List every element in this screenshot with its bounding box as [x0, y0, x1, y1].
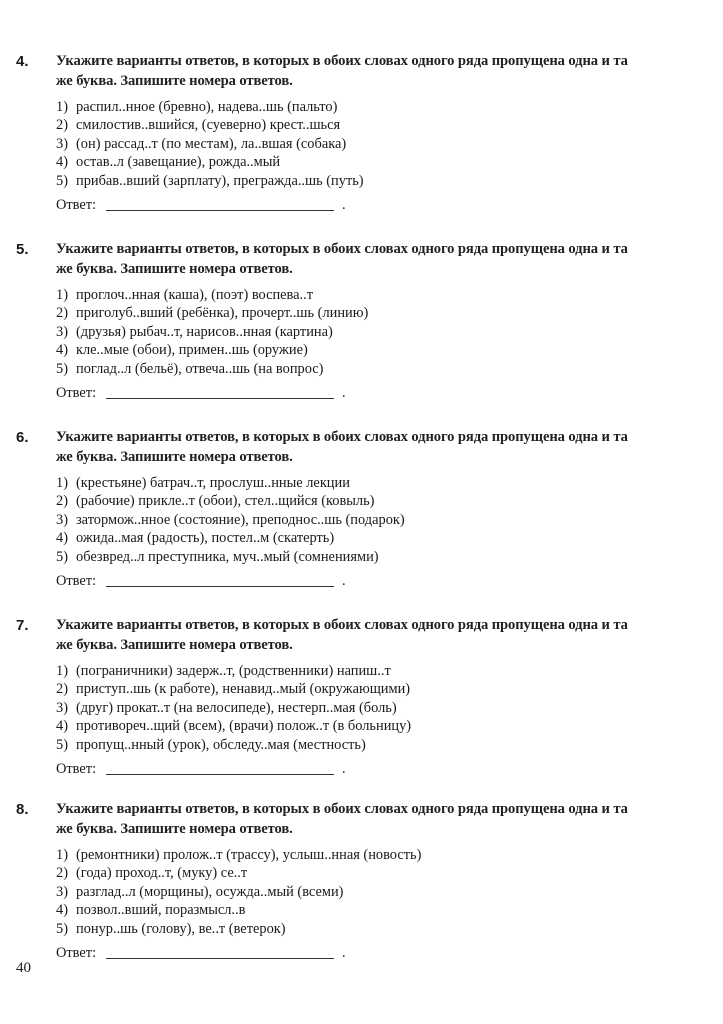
option-number: 4)	[56, 718, 68, 735]
option-text: кле..мые (обои), примен..шь (оружие)	[76, 342, 308, 359]
answer-input-line[interactable]	[106, 398, 334, 399]
option-number: 2)	[56, 117, 68, 134]
option-text: остав..л (завещание), рожда..мый	[76, 154, 281, 171]
prompt-line: же буква. Запишите номера ответов.	[56, 636, 293, 653]
answer-row	[56, 384, 346, 402]
option-text: ожида..мая (радость), постел..м (скатерть)	[76, 530, 335, 547]
answer-input-line[interactable]	[106, 210, 334, 211]
answer-end-dot: .	[342, 945, 346, 961]
prompt-line: же буква. Запишите номера ответов.	[56, 820, 293, 837]
question-4	[0, 52, 723, 232]
question-number: 7.	[16, 617, 29, 634]
option-item	[56, 135, 364, 153]
option-text: прибав..вший (зарплату), прегражда..шь (путь)	[76, 172, 364, 189]
option-text: (друзья) рыбач..т, нарисов..нная (картина)	[76, 323, 333, 340]
answer-end-dot: .	[342, 385, 346, 401]
answer-row	[56, 944, 346, 962]
option-text: позвол..вший, поразмысл..в	[76, 902, 246, 919]
question-prompt	[56, 616, 628, 655]
option-item	[56, 360, 368, 378]
option-number: 5)	[56, 360, 68, 377]
prompt-line: Укажите варианты ответов, в которых в обоих словах одного ряда пропущена одна и та	[56, 53, 628, 69]
option-item	[56, 662, 411, 680]
option-number: 4)	[56, 154, 68, 171]
option-number: 5)	[56, 172, 68, 189]
prompt-line: же буква. Запишите номера ответов.	[56, 72, 293, 89]
option-text: проглоч..нная (каша), (поэт) воспева..т	[76, 287, 314, 303]
option-item	[56, 883, 421, 901]
option-number: 5)	[56, 920, 68, 937]
option-text: (рабочие) прикле..т (обои), стел..щийся (ковыль)	[76, 493, 375, 510]
answer-end-dot: .	[342, 573, 346, 589]
option-number: 1)	[56, 99, 68, 115]
option-item	[56, 492, 405, 510]
answer-end-dot: .	[342, 761, 346, 777]
option-text: затормож..нное (состояние), преподнос..шь (подарок)	[76, 511, 405, 528]
option-item	[56, 901, 421, 919]
prompt-line: же буква. Запишите номера ответов.	[56, 260, 293, 277]
option-text: распил..нное (бревно), надева..шь (пальто)	[76, 99, 338, 115]
answer-input-line[interactable]	[106, 586, 334, 587]
option-text: (года) проход..т, (муку) се..т	[76, 865, 248, 882]
option-list	[56, 662, 411, 754]
answer-label: Ответ:	[56, 197, 97, 213]
answer-label: Ответ:	[56, 761, 97, 777]
option-number: 2)	[56, 493, 68, 510]
question-prompt	[56, 800, 628, 839]
answer-row	[56, 760, 346, 778]
option-item	[56, 846, 421, 864]
option-number: 1)	[56, 287, 68, 303]
option-item	[56, 341, 368, 359]
option-text: (пограничники) задерж..т, (родственники) напиш..т	[76, 663, 391, 679]
question-number: 5.	[16, 241, 29, 258]
option-item	[56, 736, 411, 754]
option-number: 4)	[56, 530, 68, 547]
option-text: (он) рассад..т (по местам), ла..вшая (собака)	[76, 135, 347, 152]
option-item	[56, 172, 364, 190]
option-text: (друг) прокат..т (на велосипеде), нестерп..мая (боль)	[76, 699, 397, 716]
prompt-line: Укажите варианты ответов, в которых в обоих словах одного ряда пропущена одна и та	[56, 429, 628, 445]
option-item	[56, 548, 405, 566]
option-item	[56, 529, 405, 547]
option-text: разглад..л (морщины), осужда..мый (всеми)	[76, 883, 344, 900]
option-number: 3)	[56, 883, 68, 900]
option-item	[56, 680, 411, 698]
option-item	[56, 864, 421, 882]
option-number: 5)	[56, 736, 68, 753]
option-text: смилостив..вшийся, (суеверно) крест..шься	[76, 117, 341, 134]
prompt-line: же буква. Запишите номера ответов.	[56, 448, 293, 465]
prompt-line: Укажите варианты ответов, в которых в обоих словах одного ряда пропущена одна и та	[56, 801, 628, 817]
option-number: 3)	[56, 135, 68, 152]
option-item	[56, 286, 368, 304]
option-list	[56, 286, 368, 378]
option-item	[56, 116, 364, 134]
option-number: 1)	[56, 663, 68, 679]
option-text: (ремонтники) пролож..т (трассу), услыш..нная (новость)	[76, 847, 422, 863]
option-item	[56, 323, 368, 341]
option-item	[56, 474, 405, 492]
option-text: противореч..щий (всем), (врачи) полож..т (в больницу)	[76, 718, 412, 735]
option-number: 2)	[56, 681, 68, 698]
option-number: 2)	[56, 865, 68, 882]
option-text: приступ..шь (к работе), ненавид..мый (окружающими)	[76, 681, 411, 698]
answer-input-line[interactable]	[106, 958, 334, 959]
option-item	[56, 920, 421, 938]
answer-input-line[interactable]	[106, 774, 334, 775]
answer-label: Ответ:	[56, 385, 97, 401]
question-prompt	[56, 240, 628, 279]
answer-label: Ответ:	[56, 573, 97, 589]
option-item	[56, 98, 364, 116]
option-number: 1)	[56, 847, 68, 863]
question-5	[0, 240, 723, 420]
option-number: 1)	[56, 475, 68, 491]
option-number: 3)	[56, 511, 68, 528]
answer-end-dot: .	[342, 197, 346, 213]
option-text: поглад..л (бельё), отвеча..шь (на вопрос)	[76, 360, 324, 377]
option-text: пропущ..нный (урок), обследу..мая (местность)	[76, 736, 366, 753]
answer-row	[56, 572, 346, 590]
option-number: 4)	[56, 342, 68, 359]
option-list	[56, 98, 364, 190]
option-item	[56, 511, 405, 529]
option-number: 5)	[56, 548, 68, 565]
option-item	[56, 699, 411, 717]
option-item	[56, 304, 368, 322]
option-number: 3)	[56, 699, 68, 716]
question-6	[0, 428, 723, 608]
question-prompt	[56, 52, 628, 91]
option-number: 4)	[56, 902, 68, 919]
question-prompt	[56, 428, 628, 467]
option-list	[56, 474, 405, 566]
option-number: 2)	[56, 305, 68, 322]
option-item	[56, 717, 411, 735]
option-list	[56, 846, 421, 938]
question-7	[0, 616, 723, 796]
option-text: (крестьяне) батрач..т, прослуш..нные лекции	[76, 475, 350, 491]
prompt-line: Укажите варианты ответов, в которых в обоих словах одного ряда пропущена одна и та	[56, 241, 628, 257]
option-text: понур..шь (голову), ве..т (ветерок)	[76, 920, 286, 937]
prompt-line: Укажите варианты ответов, в которых в обоих словах одного ряда пропущена одна и та	[56, 617, 628, 633]
question-8	[0, 800, 723, 980]
answer-label: Ответ:	[56, 945, 97, 961]
option-item	[56, 153, 364, 171]
question-number: 4.	[16, 53, 29, 70]
page-number: 40	[16, 960, 31, 976]
option-text: обезвред..л преступника, муч..мый (сомнениями)	[76, 548, 379, 565]
question-number: 8.	[16, 801, 29, 818]
answer-row	[56, 196, 346, 214]
option-text: приголуб..вший (ребёнка), прочерт..шь (линию)	[76, 305, 369, 322]
question-number: 6.	[16, 429, 29, 446]
option-number: 3)	[56, 323, 68, 340]
